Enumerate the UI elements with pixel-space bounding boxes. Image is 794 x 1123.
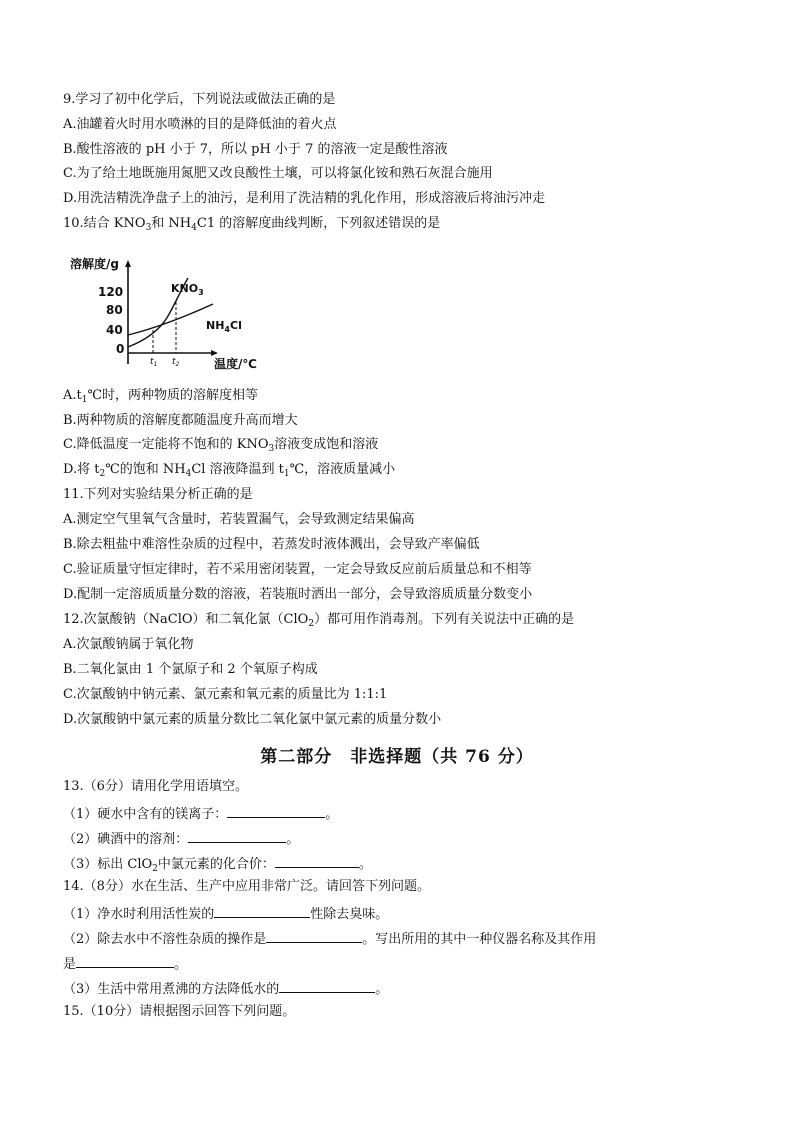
answer-blank[interactable] <box>76 954 174 968</box>
x-tick-label: $t_2$ <box>172 357 180 368</box>
q14-part2-cont: 是 。 <box>63 954 187 973</box>
q11-option-a: A.测定空气里氧气含量时，若装置漏气，会导致测定结果偏高 <box>63 512 415 527</box>
q9-stem: 9.学习了初中化学后，下列说法或做法正确的是 <box>63 92 336 107</box>
x-axis-label: 温度/℃ <box>214 357 257 371</box>
q14-stem: 14.（8分）水在生活、生产中应用非常广泛。请回答下列问题。 <box>63 879 430 894</box>
y-tick-label: 80 <box>106 303 123 317</box>
answer-blank[interactable] <box>279 979 375 993</box>
x-tick-label: $t_1$ <box>150 357 158 368</box>
y-axis-label: 溶解度/g <box>70 257 119 271</box>
y-tick-label: 0 <box>116 342 125 356</box>
q9-option-d: D.用洗洁精洗净盘子上的油污，是利用了洗洁精的乳化作用，形成溶液后将油污冲走 <box>63 191 546 206</box>
q12-stem: 12.次氯酸钠（NaClO）和二氧化氯（ClO$_2$）都可用作消毒剂。下列有关说法中正确的是 <box>63 612 575 629</box>
q11-stem: 11.下列对实验结果分析正确的是 <box>63 487 253 502</box>
series-kno3-label: $KNO_3$ <box>171 282 204 297</box>
y-tick-label: 40 <box>106 323 123 337</box>
q14-part1: （1）净水时利用活性炭的 性除去臭味。 <box>63 904 388 923</box>
y-tick-label: 120 <box>98 285 124 299</box>
q10-option-c: C.降低温度一定能将不饱和的 $KNO_3$溶液变成饱和溶液 <box>63 437 379 454</box>
x-axis-arrow <box>211 350 218 356</box>
answer-blank[interactable] <box>266 929 362 943</box>
q12-option-b: B.二氧化氯由 1 个氯原子和 2 个氧原子构成 <box>63 662 318 677</box>
q15-stem: 15.（10分）请根据图示回答下列问题。 <box>63 1004 296 1019</box>
answer-blank[interactable] <box>214 904 310 918</box>
q9-option-c: C.为了给土地既施用氮肥又改良酸性土壤，可以将氯化铵和熟石灰混合施用 <box>63 166 493 181</box>
q11-option-d: D.配制一定溶质质量分数的溶液，若装瓶时洒出一部分，会导致溶质质量分数变小 <box>63 587 533 602</box>
q13-part2: （2）碘酒中的溶剂： 。 <box>63 829 299 848</box>
q9-option-a: A.油罐着火时用水喷淋的目的是降低油的着火点 <box>63 117 337 132</box>
q12-option-c: C.次氯酸钠中钠元素、氯元素和氧元素的质量比为 1:1:1 <box>63 687 388 702</box>
q11-option-b: B.除去粗盐中难溶性杂质的过程中，若蒸发时液体溅出，会导致产率偏低 <box>63 537 480 552</box>
section-title: 第二部分 非选择题（共 76 分） <box>260 747 534 767</box>
q13-part3: （3）标出 ClO$_2$中氯元素的化合价： 。 <box>63 854 372 873</box>
y-axis-arrow <box>125 260 131 267</box>
q9-option-b: B.酸性溶液的 pH 小于 7，所以 pH 小于 7 的溶液一定是酸性溶液 <box>63 142 448 157</box>
q14-part3: （3）生活中常用煮沸的方法降低水的 。 <box>63 979 388 998</box>
q13-stem: 13.（6分）请用化学用语填空。 <box>63 779 248 794</box>
q10-option-d: D.将 $t_2℃$的饱和 $NH_4Cl$ 溶液降温到 $t_1℃$，溶液质量减小 <box>63 462 396 479</box>
q10-option-b: B.两种物质的溶解度都随温度升高而增大 <box>63 413 298 428</box>
answer-blank[interactable] <box>227 804 325 818</box>
answer-blank[interactable] <box>275 854 359 868</box>
series-nh4cl-label: $NH_4Cl$ <box>206 319 242 334</box>
answer-blank[interactable] <box>188 829 286 843</box>
q12-option-d: D.次氯酸钠中氯元素的质量分数比二氧化氯中氯元素的质量分数小 <box>63 712 442 727</box>
q14-part2: （2）除去水中不溶性杂质的操作是 。写出所用的其中一种仪器名称及其作用 <box>63 929 596 948</box>
solubility-chart <box>68 252 268 378</box>
q10-option-a: $A.t_1℃$时，两种物质的溶解度相等 <box>63 388 259 405</box>
q13-part1: （1）硬水中含有的镁离子： 。 <box>63 804 338 823</box>
q10-stem: 10.结合 $KNO_3$和 $NH_4C1$ 的溶解度曲线判断，下列叙述错误的是 <box>63 216 441 233</box>
q12-option-a: A.次氯酸钠属于氧化物 <box>63 637 194 652</box>
q11-option-c: C.验证质量守恒定律时，若不采用密闭装置，一定会导致反应前后质量总和不相等 <box>63 562 532 577</box>
series-nh4cl-curve <box>128 304 213 335</box>
